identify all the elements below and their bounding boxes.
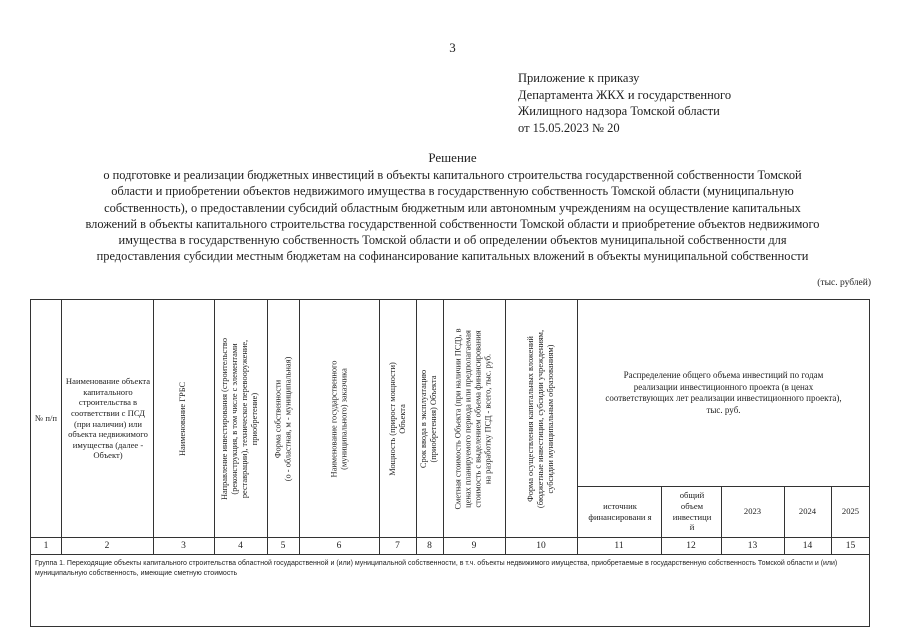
column-number: 4 (238, 541, 243, 551)
header-total-investment: общий объем инвестици й (672, 490, 712, 533)
header-capital-investment-form: Форма осуществления капитальных вложений (бюджетные инвестиции, субсидии учреждениям, субсидии муниципальным образованиям) (526, 329, 555, 508)
column-number: 9 (471, 541, 477, 551)
header-number: № п/п (35, 413, 57, 424)
header-customer-name: Наименование государственного (муниципального) заказчика (329, 360, 349, 477)
subtitle-line-3: собственность), о предоставлении субсидий областным бюджетным или автономным учреждениям на осуществление капитальных (104, 200, 801, 215)
header-year-2023: 2023 (743, 506, 762, 517)
column-number: 14 (802, 541, 813, 551)
subtitle-line-6: предоставления субсидии местным бюджетам на софинансирование капитальных вложений в объекты муниципальной собственности (96, 249, 809, 264)
column-number: 3 (181, 541, 186, 551)
subtitle-line-4: вложений в объекты капитального строительства государственной собственности Томской области и приобретение объектов недвижимого (85, 216, 820, 231)
header-year-2025: 2025 (841, 506, 860, 517)
appendix-block (518, 70, 731, 136)
column-number: 8 (427, 541, 432, 551)
appendix-line-2: Департамента ЖКХ и государственного (518, 87, 732, 102)
column-number: 6 (336, 541, 342, 551)
document-subtitle (30, 167, 875, 265)
column-number: 5 (280, 541, 286, 551)
investment-table (30, 299, 870, 627)
header-year-2024: 2024 (798, 506, 817, 517)
header-capacity: Мощность (прирост мощности) Объекта (387, 361, 407, 476)
header-ownership-form: Форма собственности (о - областная, м - муниципальная) (273, 356, 293, 481)
subtitle-line-1: о подготовке и реализации бюджетных инвестиций в объекты капитального строительства государственной собственности Томской (103, 168, 802, 182)
appendix-line-3: Жилищного надзора Томской области (518, 104, 720, 118)
column-number: 15 (845, 541, 856, 551)
header-estimated-cost: Сметная стоимость Объекта (при наличии ПСД), в ценах планируемого периода или предполагаемая стоимость с выделением объема финансирования на разработку ПСД - всего, тыс. руб. (454, 327, 494, 510)
document-title: Решение (428, 150, 477, 165)
header-distribution: Распределение общего объема инвестиций по годам реализации инвестиционного проекта (в ценах соответствующих лет реализации инвестиционного проекта), тыс. руб. (605, 370, 842, 415)
column-number: 13 (747, 541, 758, 551)
units-label: (тыс. рублей) (817, 278, 871, 288)
column-number: 12 (686, 541, 696, 551)
header-investment-direction: Направление инвестирования (строительство (реконструкция, в том числе с элементами реставрации), техническое перевооружение, приобретение) (220, 337, 260, 500)
appendix-line-4: от 15.05.2023 № 20 (518, 120, 620, 135)
column-number: 1 (43, 541, 49, 551)
header-commissioning-date: Срок ввода в эксплуатацию (приобретения) Объекта (419, 369, 439, 468)
subtitle-line-5: имущества в государственную собственность Томской области и об определении объектов муниципальной собственности для (118, 233, 787, 248)
column-number: 11 (614, 541, 624, 551)
column-number: 2 (104, 541, 110, 551)
header-grbs: Наименование ГРБС (178, 381, 188, 456)
group-1-row: Группа 1. Переходящие объекты капитального строительства областной государственной и (или) муниципальной собственности, в т.ч. объекты недвижимого имущества, приобретаемые в государственную собственность Томской области и (или) муниципальную собственность, имеющие сметную стоимость (35, 560, 838, 577)
subtitle-line-2: области и приобретении объектов недвижимого имущества в государственную собственность Томской области (муниципальную (111, 184, 794, 199)
header-funding-source: источник финансировани я (588, 500, 652, 522)
header-object-name: Наименование объекта капитального строительства в соответствии с ПСД (при наличии) или объекта недвижимого имущества (далее - Объект) (65, 376, 151, 461)
appendix-line-1: Приложение к приказу (518, 71, 640, 85)
page-number: 3 (449, 40, 456, 55)
column-number: 7 (395, 541, 400, 551)
column-number: 10 (536, 541, 546, 551)
